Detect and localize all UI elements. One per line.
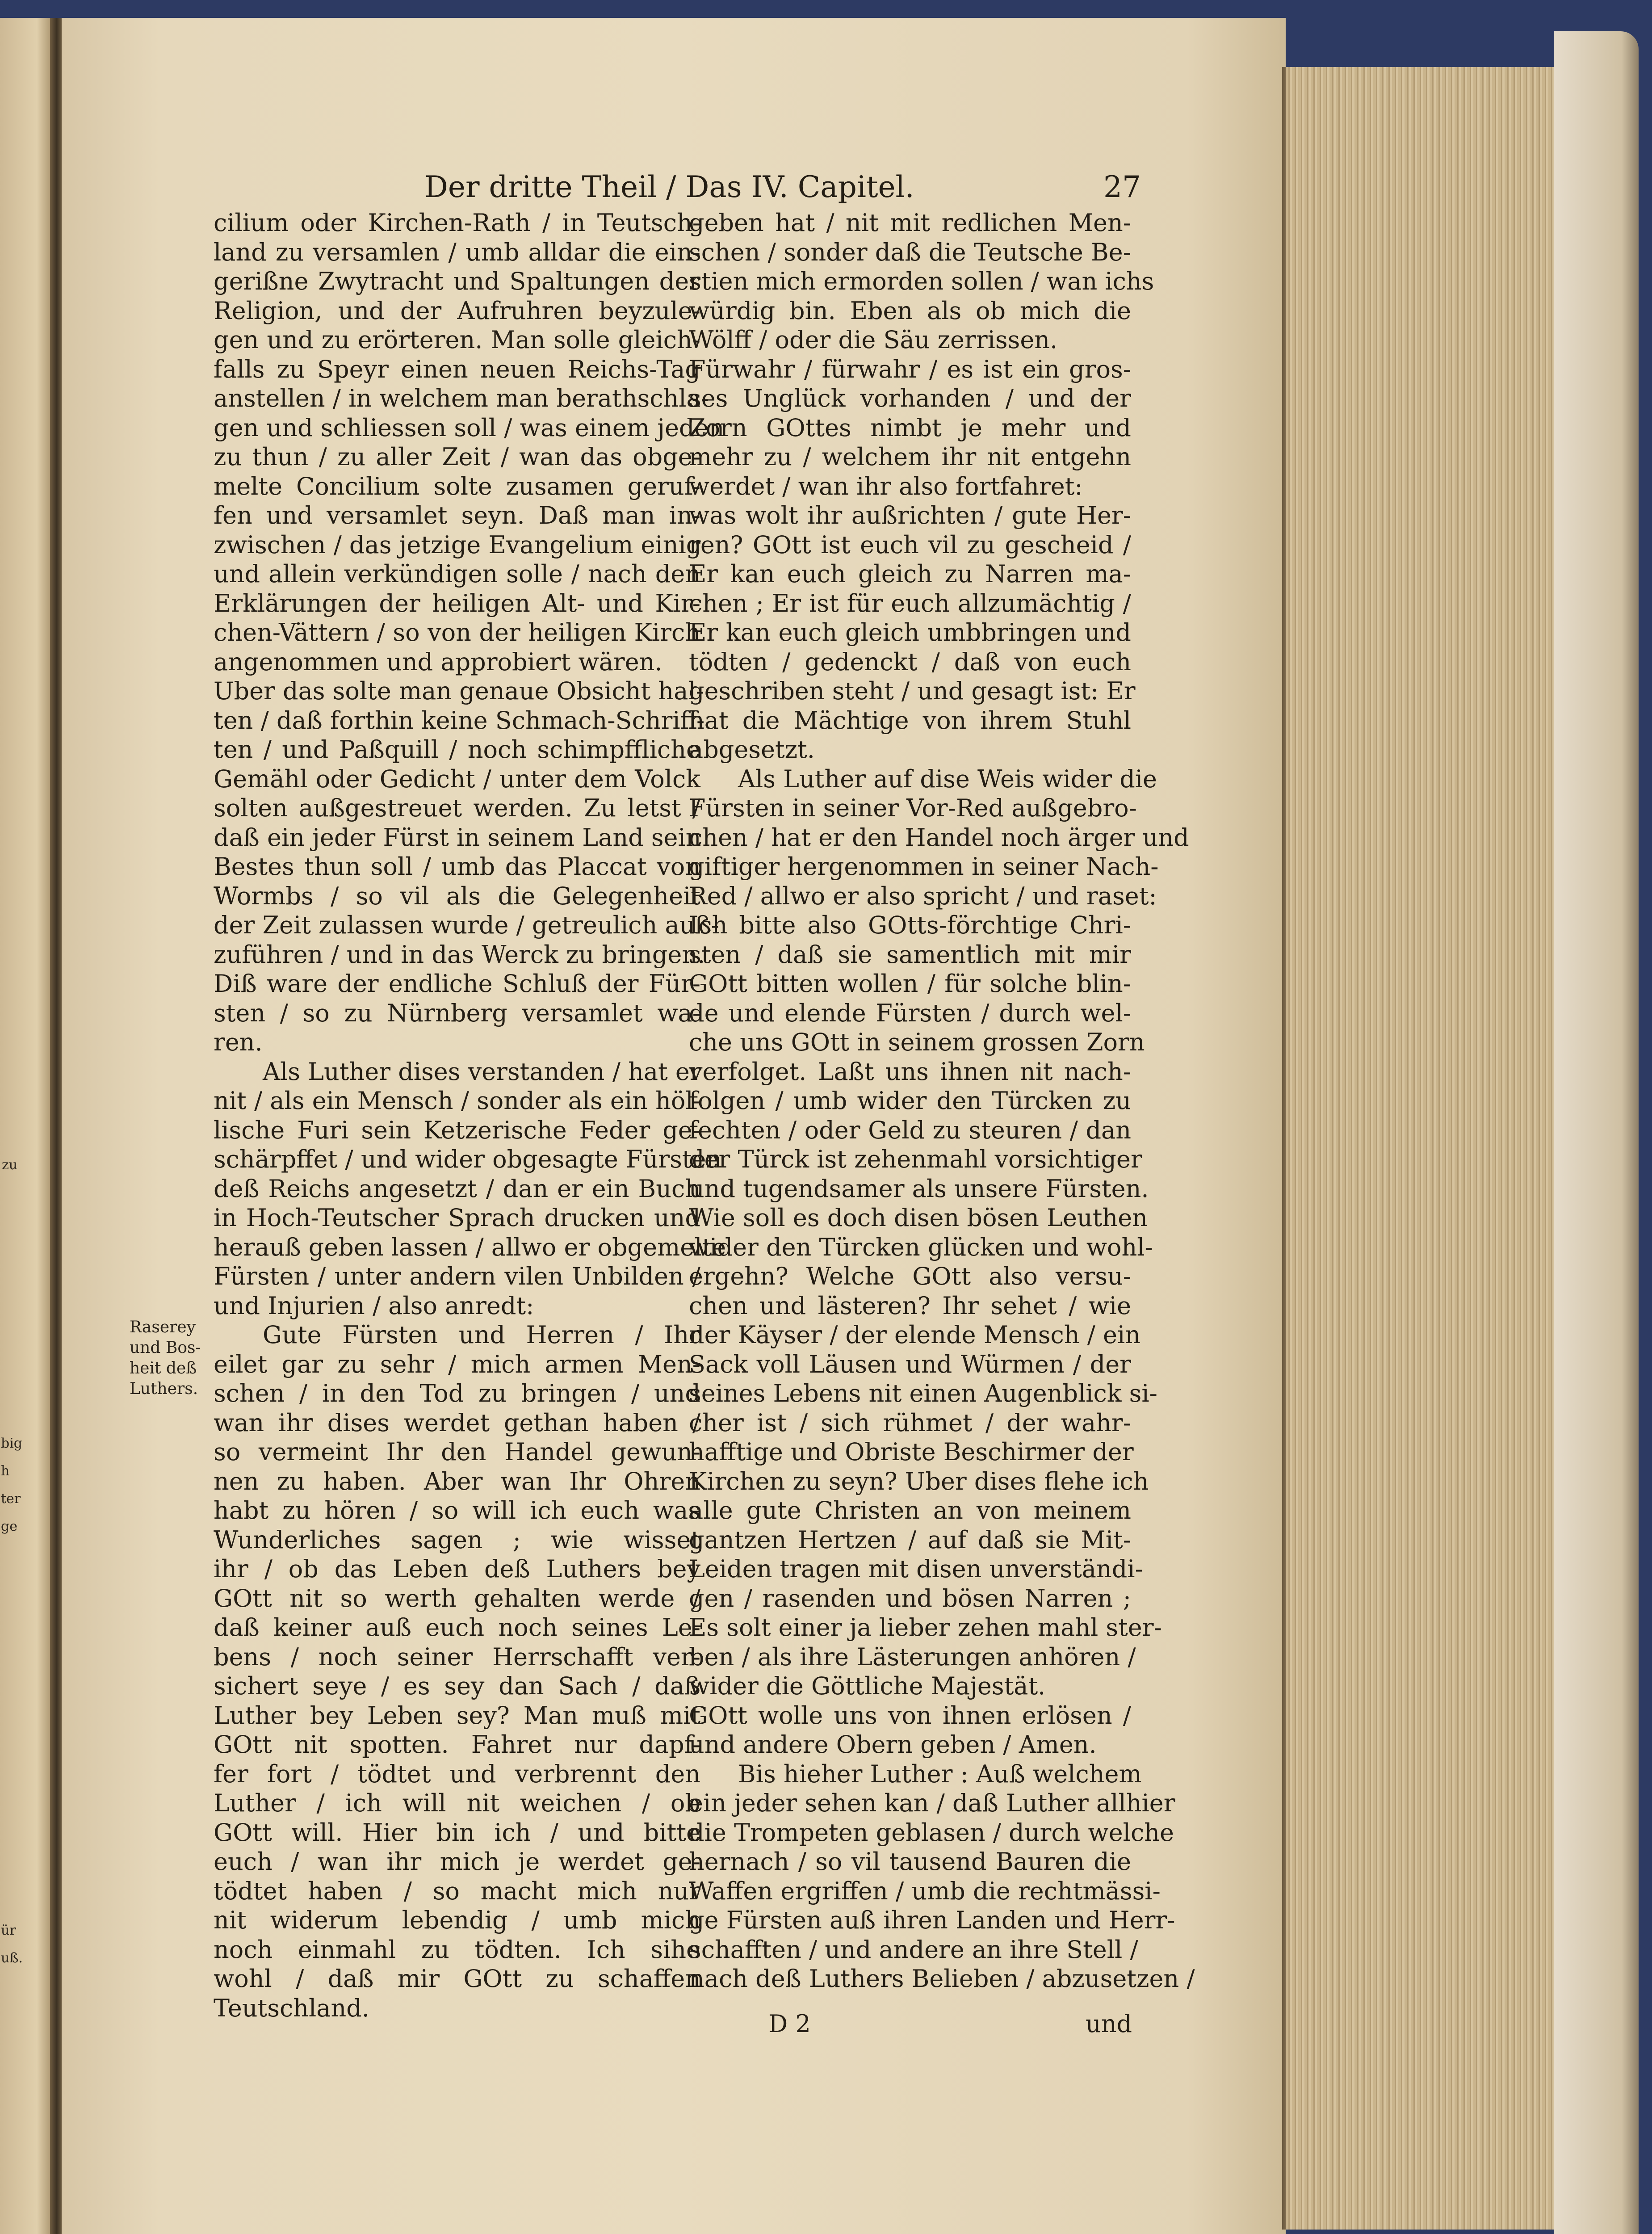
text-line: folgen / umb wider den Türcken zu (689, 1087, 1131, 1115)
text-line: gantzen Hertzen / auf daß sie Mit- (689, 1525, 1131, 1554)
text-line: euch / wan ihr mich je werdet ge- (214, 1848, 700, 1876)
text-line: Es solt einer ja lieber zehen mahl ster- (689, 1613, 1162, 1642)
text-line: Fürsten / unter andern vilen Unbilden / (214, 1262, 700, 1290)
text-line: anstellen / in welchem man berathschla- (214, 384, 709, 412)
text-line: was wolt ihr außrichten / gute Her- (689, 501, 1131, 529)
text-line: Gemähl oder Gedicht / unter dem Volck (214, 764, 700, 793)
text-line: und andere Obern geben / Amen. (689, 1730, 1097, 1759)
text-line: Waffen ergriffen / umb die rechtmässi- (689, 1877, 1161, 1905)
text-line: chen ; Er ist für euch allzumächtig / (689, 589, 1131, 617)
side-note-line: Raserey (130, 1318, 196, 1336)
text-line: Er kan euch gleich umbbringen und (689, 618, 1131, 647)
text-line: ge Fürsten auß ihren Landen und Herr- (689, 1906, 1175, 1934)
text-line: Uber das solte man genaue Obsicht hal- (214, 677, 704, 705)
text-line: geschriben steht / und gesagt ist: Er (689, 677, 1136, 705)
text-line: Bis hieher Luther : Auß welchem (738, 1759, 1142, 1788)
text-line: und tugendsamer als unsere Fürsten. (689, 1174, 1149, 1203)
text-line: noch einmahl zu tödten. Ich sihe (214, 1935, 700, 1964)
text-line: nit widerum lebendig / umb mich (214, 1906, 700, 1934)
text-line: fechten / oder Geld zu steuren / dan (689, 1116, 1131, 1144)
text-line: de und elende Fürsten / durch wel- (689, 999, 1131, 1027)
book-cover-edge (1554, 31, 1639, 2234)
text-line: eilet gar zu sehr / mich armen Men- (214, 1350, 700, 1378)
page-number: 27 (1103, 170, 1141, 204)
text-line: Luther / ich will nit weichen / ob (214, 1789, 700, 1817)
catchword: und (1086, 2010, 1132, 2038)
text-line: chen und lästeren? Ihr sehet / wie (689, 1291, 1131, 1320)
text-line: Gute Fürsten und Herren / Ihr (263, 1321, 700, 1349)
text-line: abgesetzt. (689, 735, 815, 764)
text-line: ses Unglück vorhanden / und der (689, 384, 1131, 412)
side-note-line: und Bos- (130, 1339, 201, 1357)
text-line: ein jeder sehen kan / daß Luther allhier (689, 1789, 1175, 1817)
signature-mark: D 2 (768, 2010, 811, 2038)
text-line: zu thun / zu aller Zeit / wan das obge- (214, 443, 700, 471)
text-line: sten / so zu Nürnberg versamlet wa- (214, 999, 700, 1027)
text-line: deß Reichs angesetzt / dan er ein Buch (214, 1174, 700, 1203)
text-line: schen / sonder daß die Teutsche Be- (689, 238, 1131, 266)
text-line: ben / als ihre Lästerungen anhören / (689, 1642, 1136, 1671)
text-line: ten / daß forthin keine Schmach-Schriff- (214, 706, 705, 735)
text-line: tödtet haben / so macht mich nur (214, 1877, 700, 1905)
text-line: Wormbs / so vil als die Gelegenheit (214, 882, 700, 910)
text-line: bens / noch seiner Herrschafft ver- (214, 1642, 700, 1671)
text-line: ren. (214, 1028, 263, 1056)
text-line: nach deß Luthers Belieben / abzusetzen / (689, 1965, 1195, 1993)
text-line: Wie soll es doch disen bösen Leuthen (689, 1204, 1148, 1232)
text-line: nen zu haben. Aber wan Ihr Ohren (214, 1467, 700, 1495)
text-line: stien mich ermorden sollen / wan ichs (689, 267, 1154, 295)
text-line: werdet / wan ihr also fortfahret: (689, 472, 1083, 500)
page-stack (1286, 67, 1554, 2230)
text-line: cilium oder Kirchen-Rath / in Teutsch- (214, 209, 700, 237)
book-fore-edge (1286, 67, 1652, 2230)
text-line: Er kan euch gleich zu Narren ma- (689, 560, 1131, 588)
text-line: Wölff / oder die Säu zerrissen. (689, 326, 1058, 354)
text-line: und Injurien / also anredt: (214, 1291, 534, 1320)
text-line: ihr / ob das Leben deß Luthers bey (214, 1555, 700, 1583)
text-line: in Hoch-Teutscher Sprach drucken und (214, 1204, 700, 1232)
text-line: Red / allwo er also spricht / und raset: (689, 882, 1157, 910)
text-line: zwischen / das jetzige Evangelium einig (214, 530, 702, 559)
text-line: chen / hat er den Handel noch ärger und (689, 823, 1189, 852)
text-line: wan ihr dises werdet gethan haben / (214, 1408, 700, 1437)
text-line: verfolget. Laßt uns ihnen nit nach- (689, 1057, 1131, 1086)
prev-page-fragments-middle (1, 1430, 22, 1541)
text-line: giftiger hergenommen in seiner Nach- (689, 852, 1159, 881)
text-line: Ich bitte also GOtts-förchtige Chri- (689, 911, 1131, 939)
prev-page-fragment: zu (2, 1157, 18, 1173)
previous-page-edge (0, 18, 53, 2234)
text-line: GOtt wolle uns von ihnen erlösen / (689, 1701, 1131, 1730)
text-line: seines Lebens nit einen Augenblick si- (689, 1379, 1157, 1407)
text-line: GOtt nit so werth gehalten werde / (214, 1584, 700, 1613)
text-line: habt zu hören / so will ich euch was (214, 1496, 700, 1524)
text-line: alle gute Christen an von meinem (689, 1496, 1131, 1524)
text-line: nit / als ein Mensch / sonder als ein höl- (214, 1087, 701, 1115)
text-line: ren? GOtt ist euch vil zu gescheid / (689, 530, 1131, 559)
text-line: lische Furi sein Ketzerische Feder ge- (214, 1116, 700, 1144)
text-line: land zu versamlen / umb alldar die ein- (214, 238, 700, 266)
text-line: Religion, und der Aufruhren beyzule- (214, 296, 700, 325)
text-line: geben hat / nit mit redlichen Men- (689, 209, 1131, 237)
text-line: schafften / und andere an ihre Stell / (689, 1935, 1138, 1964)
text-line: gen und schliessen soll / was einem jeden (214, 413, 725, 442)
prev-page-fragment: h (1, 1463, 10, 1479)
text-line: der Zeit zulassen wurde / getreulich auß- (214, 911, 719, 939)
text-line: wider den Türcken glücken und wohl- (689, 1233, 1153, 1261)
text-line: daß ein jeder Fürst in seinem Land sein (214, 823, 701, 852)
prev-page-fragment: ge (1, 1519, 17, 1534)
text-line: wider die Göttliche Majestät. (689, 1672, 1046, 1700)
text-line: Sack voll Läusen und Würmen / der (689, 1350, 1131, 1378)
right-text-column (689, 208, 1195, 1994)
text-line: so vermeint Ihr den Handel gewun- (214, 1438, 700, 1466)
text-line: ten / und Paßquill / noch schimpffliche (214, 735, 700, 764)
prev-page-fragment: uß. (1, 1950, 23, 1966)
text-line: gerißne Zwytracht und Spaltungen der (214, 267, 700, 295)
text-line: Kirchen zu seyn? Uber dises flehe ich (689, 1467, 1149, 1495)
text-line: zuführen / und in das Werck zu bringen. (214, 940, 705, 969)
side-note (130, 1317, 201, 1399)
text-line: würdig bin. Eben als ob mich die (689, 296, 1131, 325)
text-line: Diß ware der endliche Schluß der Für- (214, 970, 700, 998)
text-line: Als Luther dises verstanden / hat er (263, 1057, 701, 1086)
text-line: chen-Vättern / so von der heiligen Kirch (214, 618, 700, 647)
text-line: Teutschland. (214, 1994, 369, 2022)
text-line: sten / daß sie samentlich mit mir (689, 940, 1131, 969)
text-line: Fürsten in seiner Vor-Red außgebro- (689, 794, 1137, 822)
prev-page-fragment: ür (1, 1923, 16, 1938)
text-line: Als Luther auf dise Weis wider die (738, 764, 1157, 793)
text-line: Luther bey Leben sey? Man muß mit (214, 1701, 700, 1730)
text-line: hafftige und Obriste Beschirmer der (689, 1438, 1134, 1466)
prev-page-fragment: ter (1, 1491, 21, 1507)
text-line: hat die Mächtige von ihrem Stuhl (689, 706, 1131, 735)
text-line: Erklärungen der heiligen Alt- und Kir- (214, 589, 700, 617)
left-text-column (214, 208, 726, 2023)
text-line: melte Concilium solte zusamen geruf- (214, 472, 700, 500)
text-line: die Trompeten geblasen / durch welche (689, 1818, 1174, 1847)
text-line: cher ist / sich rühmet / der wahr- (689, 1408, 1131, 1437)
text-line: falls zu Speyr einen neuen Reichs-Tag (214, 355, 700, 383)
text-line: schärpffet / und wider obgesagte Fürsten (214, 1145, 722, 1173)
text-line: sichert seye / es sey dan Sach / daß (214, 1672, 700, 1700)
text-line: der Türck ist zehenmahl vorsichtiger (689, 1145, 1142, 1173)
text-line: Bestes thun soll / umb das Placcat von (214, 852, 700, 881)
text-line: GOtt nit spotten. Fahret nur dapf- (214, 1730, 700, 1759)
prev-page-fragment: big (1, 1436, 23, 1451)
text-line: GOtt will. Hier bin ich / und bitte (214, 1818, 700, 1847)
running-title: Der dritte Theil / Das IV. Capitel. (424, 170, 914, 204)
text-line: schen / in den Tod zu bringen / und (214, 1379, 700, 1407)
side-note-line: Luthers. (130, 1380, 198, 1398)
text-line: angenommen und approbiert wären. (214, 647, 662, 676)
text-line: Fürwahr / fürwahr / es ist ein gros- (689, 355, 1131, 383)
side-note-line: heit deß (130, 1359, 197, 1377)
text-line: hernach / so vil tausend Bauren die (689, 1848, 1131, 1876)
text-line: tödten / gedenckt / daß von euch (689, 647, 1131, 676)
text-line: fen und versamlet seyn. Daß man in- (214, 501, 700, 529)
text-line: herauß geben lassen / allwo er obgemelte (214, 1233, 726, 1261)
text-line: der Käyser / der elende Mensch / ein (689, 1321, 1140, 1349)
text-line: Wunderliches sagen ; wie wisset (214, 1525, 700, 1554)
prev-page-fragments-bottom (1, 1917, 23, 1972)
text-line: Zorn GOttes nimbt je mehr und (689, 413, 1131, 442)
text-line: daß keiner auß euch noch seines Le- (214, 1613, 700, 1642)
text-line: solten außgestreuet werden. Zu letst / (214, 794, 700, 822)
text-line: Leiden tragen mit disen unverständi- (689, 1555, 1143, 1583)
text-line: gen und zu erörteren. Man solle gleich- (214, 326, 700, 354)
text-line: und allein verkündigen solle / nach den (214, 560, 700, 588)
text-line: gen / rasenden und bösen Narren ; (689, 1584, 1131, 1613)
text-line: GOtt bitten wollen / für solche blin- (689, 970, 1131, 998)
text-line: che uns GOtt in seinem grossen Zorn (689, 1028, 1145, 1056)
text-line: wohl / daß mir GOtt zu schaffen (214, 1965, 700, 1993)
text-line: mehr zu / welchem ihr nit entgehn (689, 443, 1131, 471)
text-line: fer fort / tödtet und verbrennt den (214, 1759, 700, 1788)
text-line: ergehn? Welche GOtt also versu- (689, 1262, 1131, 1290)
